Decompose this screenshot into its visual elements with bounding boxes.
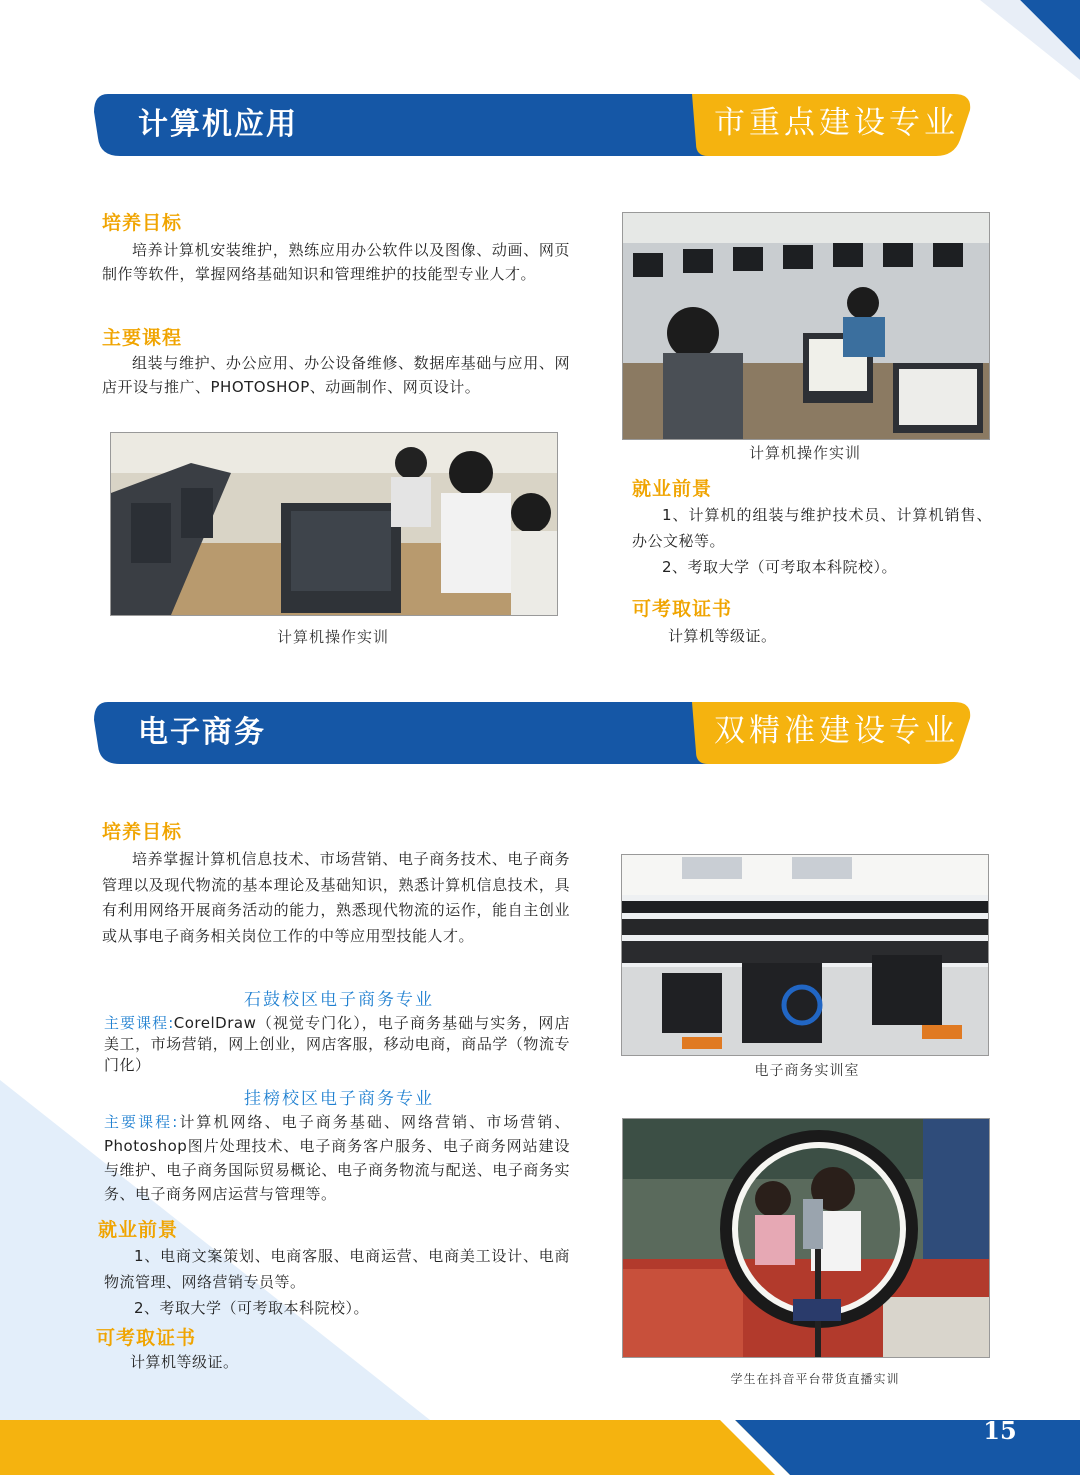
campus-courses [104, 1013, 570, 1076]
campus-courses [104, 1110, 570, 1206]
footer-bar [0, 1420, 1080, 1475]
corner-decoration [0, 0, 1080, 80]
photo-livestream [622, 1118, 990, 1358]
section-title: 电子商务 [138, 715, 266, 750]
photo-ecommerce-room [621, 854, 989, 1056]
photo-caption: 学生在抖音平台带货直播实训 [730, 1372, 900, 1386]
course-text: 计算机网络、电子商务基础、网络营销、市场营销、Photoshop图片处理技术、电子商务客户服务、电子商务网站建设与维护、电子商务国际贸易概论、电子商务物流与配送、电子商务实务、电子商务网店运营与管理等。 [104, 1113, 570, 1203]
course-label: 主要课程: [104, 1014, 174, 1032]
job-item: 1、计算机的组装与维护技术员、计算机销售、办公文秘等。 [632, 506, 992, 550]
photo-computer-lab-left [110, 432, 558, 616]
cert-heading: 可考取证书 [632, 598, 733, 620]
job-item: 2、考取大学（可考取本科院校）。 [662, 558, 898, 576]
section-banner-computer [94, 94, 974, 156]
job-item: 1、电商文案策划、电商客服、电商运营、电商美工设计、电商物流管理、网络营销专员等。 [104, 1247, 570, 1291]
section-tag: 市重点建设专业 [714, 105, 959, 141]
goal-text: 培养计算机安装维护，熟练应用办公软件以及图像、动画、网页制作等软件，掌握网络基础知识和管理维护的技能型专业人才。 [102, 241, 570, 283]
job-item: 2、考取大学（可考取本科院校）。 [134, 1299, 370, 1317]
section-tag: 双精准建设专业 [714, 713, 959, 749]
photo-caption: 计算机操作实训 [748, 444, 861, 462]
job-heading: 就业前景 [632, 478, 713, 500]
photo-caption: 计算机操作实训 [276, 628, 389, 646]
job-heading: 就业前景 [98, 1219, 179, 1241]
course-text: CorelDraw（视觉专门化），电子商务基础与实务，网店美工，市场营销，网上创业，网店客服，移动电商，商品学（物流专门化） [104, 1014, 570, 1074]
cert-text: 计算机等级证。 [130, 1353, 239, 1371]
section-title: 计算机应用 [138, 107, 298, 142]
goal-heading: 培养目标 [102, 212, 183, 234]
goal-text: 培养掌握计算机信息技术、市场营销、电子商务技术、电子商务管理以及现代物流的基本理论及基础知识，熟悉计算机信息技术，具有利用网络开展商务活动的能力，熟悉现代物流的运作，能自主创业或从事电子商务相关岗位工作的中等应用型技能人才。 [102, 850, 570, 945]
photo-caption: 电子商务实训室 [754, 1063, 860, 1079]
page-number: 15 [983, 1416, 1017, 1445]
section-banner-ecommerce [94, 702, 974, 764]
photo-computer-lab-right [622, 212, 990, 440]
course-text: 组装与维护、办公应用、办公设备维修、数据库基础与应用、网店开设与推广、PHOTOSHOP、动画制作、网页设计。 [102, 354, 570, 396]
course-label: 主要课程: [104, 1113, 178, 1131]
goal-heading: 培养目标 [102, 821, 183, 843]
course-heading: 主要课程 [102, 327, 183, 349]
campus-title: 挂榜校区电子商务专业 [244, 1089, 434, 1109]
campus-title: 石鼓校区电子商务专业 [244, 990, 434, 1010]
cert-text: 计算机等级证。 [668, 627, 777, 645]
cert-heading: 可考取证书 [96, 1327, 197, 1349]
